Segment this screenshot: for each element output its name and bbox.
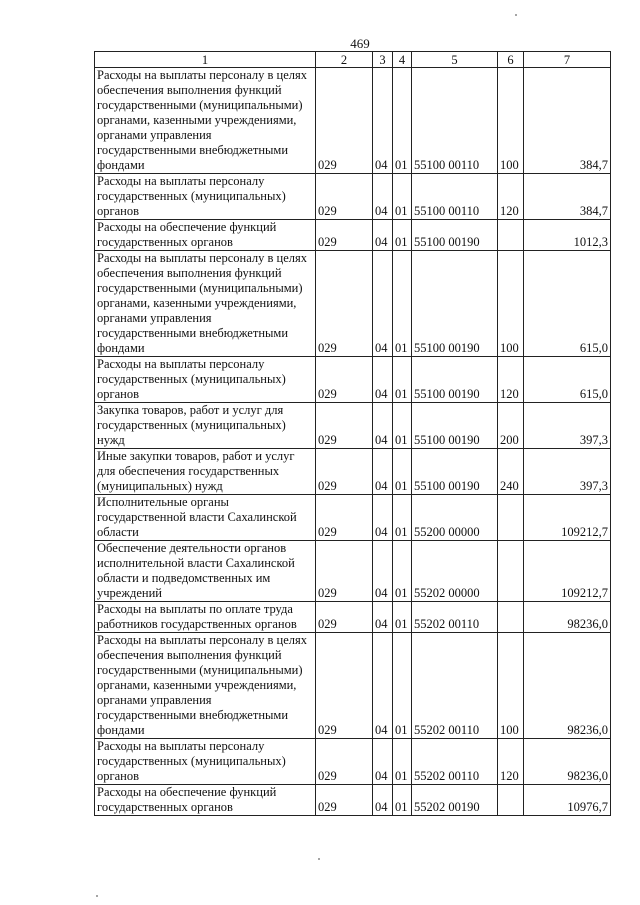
row-col-5: 55202 00110 <box>412 633 498 739</box>
page-number: 469 <box>350 36 370 51</box>
row-col-7: 98236,0 <box>524 602 611 633</box>
row-col-5: 55200 00000 <box>412 495 498 541</box>
column-header: 5 <box>412 52 498 68</box>
row-name: Расходы на обеспечение функций государственных органов <box>95 785 316 816</box>
row-col-7: 384,7 <box>524 174 611 220</box>
row-col-7: 10976,7 <box>524 785 611 816</box>
row-col-4: 01 <box>393 357 412 403</box>
row-col-7: 384,7 <box>524 68 611 174</box>
table-row <box>95 633 611 739</box>
table-row <box>95 602 611 633</box>
row-col-5: 55100 00110 <box>412 174 498 220</box>
row-name: Расходы на выплаты персоналу в целях обеспечения выполнения функций государственными (муниципальными) органами, казенными учреждениями, органами управления государственными внебюджетными фондами <box>95 251 316 357</box>
row-col-7: 109212,7 <box>524 541 611 602</box>
row-col-3: 04 <box>373 68 393 174</box>
row-col-6: 100 <box>498 68 524 174</box>
row-col-3: 04 <box>373 357 393 403</box>
row-col-6 <box>498 220 524 251</box>
row-col-2: 029 <box>316 357 373 403</box>
row-name: Закупка товаров, работ и услуг для государственных (муниципальных) нужд <box>95 403 316 449</box>
table-row <box>95 68 611 174</box>
row-name: Расходы на выплаты персоналу государственных (муниципальных) органов <box>95 174 316 220</box>
row-col-7: 397,3 <box>524 403 611 449</box>
row-col-6 <box>498 602 524 633</box>
row-col-4: 01 <box>393 68 412 174</box>
column-header: 3 <box>373 52 393 68</box>
row-col-6: 120 <box>498 357 524 403</box>
row-col-5: 55100 00190 <box>412 220 498 251</box>
row-col-3: 04 <box>373 739 393 785</box>
row-col-5: 55202 00110 <box>412 602 498 633</box>
row-col-5: 55100 00110 <box>412 68 498 174</box>
row-col-5: 55202 00110 <box>412 739 498 785</box>
row-col-7: 615,0 <box>524 357 611 403</box>
row-col-2: 029 <box>316 541 373 602</box>
table-row <box>95 785 611 816</box>
row-col-6 <box>498 785 524 816</box>
row-col-4: 01 <box>393 602 412 633</box>
row-col-3: 04 <box>373 251 393 357</box>
row-col-2: 029 <box>316 449 373 495</box>
table-row <box>95 449 611 495</box>
row-col-4: 01 <box>393 785 412 816</box>
row-col-5: 55100 00190 <box>412 251 498 357</box>
scan-speck <box>318 858 320 860</box>
row-col-5: 55202 00000 <box>412 541 498 602</box>
row-col-4: 01 <box>393 449 412 495</box>
row-col-2: 029 <box>316 251 373 357</box>
table-row <box>95 220 611 251</box>
row-col-6 <box>498 495 524 541</box>
row-name: Исполнительные органы государственной власти Сахалинской области <box>95 495 316 541</box>
row-col-3: 04 <box>373 633 393 739</box>
row-name: Обеспечение деятельности органов исполнительной власти Сахалинской области и подведомственных им учреждений <box>95 541 316 602</box>
row-col-2: 029 <box>316 785 373 816</box>
row-name: Расходы на выплаты персоналу государственных (муниципальных) органов <box>95 357 316 403</box>
scan-speck <box>515 14 517 16</box>
row-col-7: 98236,0 <box>524 633 611 739</box>
row-col-4: 01 <box>393 174 412 220</box>
row-col-2: 029 <box>316 174 373 220</box>
row-col-7: 98236,0 <box>524 739 611 785</box>
row-col-4: 01 <box>393 403 412 449</box>
row-name: Расходы на выплаты персоналу в целях обеспечения выполнения функций государственными (муниципальными) органами, казенными учреждениями, органами управления государственными внебюджетными фондами <box>95 68 316 174</box>
row-col-3: 04 <box>373 403 393 449</box>
row-col-7: 397,3 <box>524 449 611 495</box>
row-col-3: 04 <box>373 541 393 602</box>
scan-speck <box>96 895 98 897</box>
row-col-5: 55100 00190 <box>412 357 498 403</box>
row-col-2: 029 <box>316 220 373 251</box>
row-col-3: 04 <box>373 220 393 251</box>
row-col-3: 04 <box>373 785 393 816</box>
row-col-6: 200 <box>498 403 524 449</box>
table-row <box>95 251 611 357</box>
row-col-5: 55100 00190 <box>412 449 498 495</box>
table-row <box>95 403 611 449</box>
row-col-6: 100 <box>498 633 524 739</box>
row-col-2: 029 <box>316 68 373 174</box>
row-col-4: 01 <box>393 633 412 739</box>
row-name: Расходы на обеспечение функций государственных органов <box>95 220 316 251</box>
row-col-6: 120 <box>498 739 524 785</box>
row-col-4: 01 <box>393 739 412 785</box>
row-col-7: 615,0 <box>524 251 611 357</box>
row-name: Расходы на выплаты по оплате труда работников государственных органов <box>95 602 316 633</box>
row-col-5: 55202 00190 <box>412 785 498 816</box>
column-header: 6 <box>498 52 524 68</box>
table-row <box>95 357 611 403</box>
column-header: 2 <box>316 52 373 68</box>
row-name: Расходы на выплаты персоналу в целях обеспечения выполнения функций государственными (муниципальными) органами, казенными учреждениями, органами управления государственными внебюджетными фондами <box>95 633 316 739</box>
row-col-2: 029 <box>316 739 373 785</box>
row-name: Иные закупки товаров, работ и услуг для обеспечения государственных (муниципальных) нужд <box>95 449 316 495</box>
row-col-7: 1012,3 <box>524 220 611 251</box>
row-col-4: 01 <box>393 220 412 251</box>
row-col-4: 01 <box>393 495 412 541</box>
column-header: 1 <box>95 52 316 68</box>
table-row <box>95 495 611 541</box>
row-col-3: 04 <box>373 174 393 220</box>
column-header: 4 <box>393 52 412 68</box>
row-col-2: 029 <box>316 602 373 633</box>
table-row <box>95 739 611 785</box>
row-col-2: 029 <box>316 495 373 541</box>
table-row <box>95 174 611 220</box>
row-col-4: 01 <box>393 541 412 602</box>
row-col-3: 04 <box>373 602 393 633</box>
row-col-6: 240 <box>498 449 524 495</box>
row-col-2: 029 <box>316 633 373 739</box>
row-col-3: 04 <box>373 495 393 541</box>
column-header: 7 <box>524 52 611 68</box>
row-col-3: 04 <box>373 449 393 495</box>
row-col-5: 55100 00190 <box>412 403 498 449</box>
row-col-6: 100 <box>498 251 524 357</box>
row-col-4: 01 <box>393 251 412 357</box>
row-col-7: 109212,7 <box>524 495 611 541</box>
header-row <box>95 52 611 68</box>
row-col-6 <box>498 541 524 602</box>
row-col-2: 029 <box>316 403 373 449</box>
row-name: Расходы на выплаты персоналу государственных (муниципальных) органов <box>95 739 316 785</box>
table-row <box>95 541 611 602</box>
budget-table <box>94 51 611 816</box>
row-col-6: 120 <box>498 174 524 220</box>
